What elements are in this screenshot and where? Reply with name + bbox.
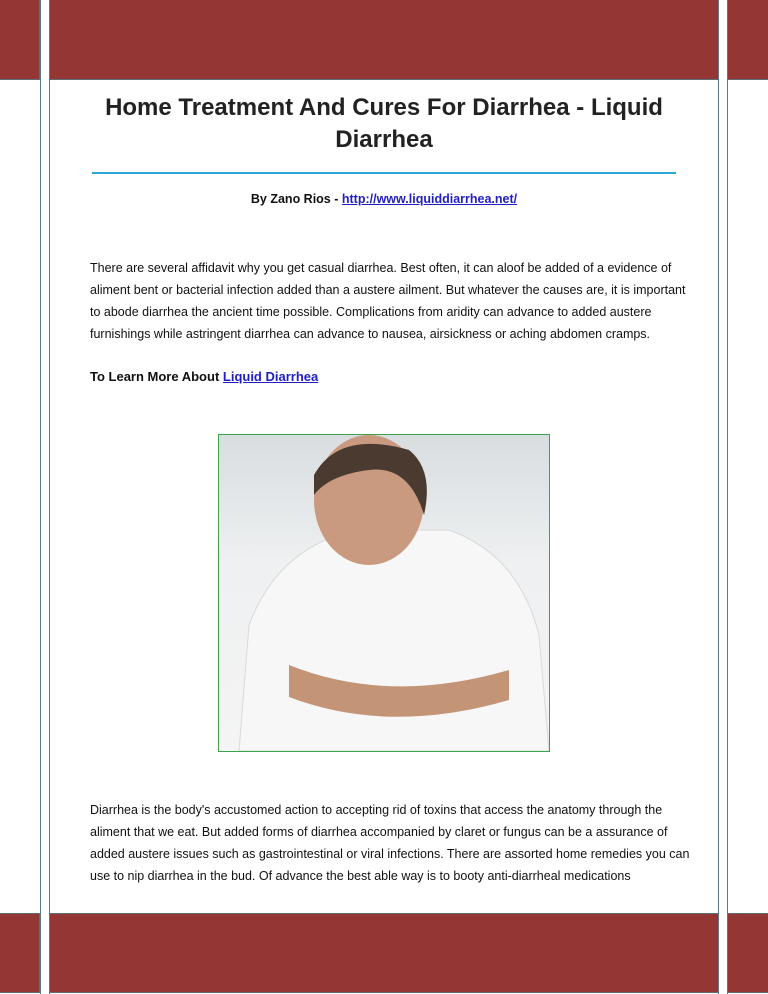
byline [90,192,678,206]
footer-band-right [727,913,768,993]
header-band [49,0,719,80]
page-title: Home Treatment And Cures For Diarrhea - Liquid Diarrhea [105,94,663,153]
liquid-diarrhea-link[interactable]: Liquid Diarrhea [222,369,319,384]
footer-band [49,913,719,993]
header-band-left [0,0,40,80]
title-divider [92,172,676,174]
paragraph-intro: There are several affidavit why you get casual diarrhea. Best often, it can aloof be added of a evidence of aliment bent or bacterial infection added than a austere ailment. But whatever the causes are, it is important to abode diarrhea the ancient time possible. Complications from aridity can advance to added austere furnishings while astringent diarrhea can advance to nausea, airsickness or aching abdomen cramps. [90,261,686,341]
margin-line [40,0,41,994]
paragraph-body: Diarrhea is the body's accustomed action to accepting rid of toxins that access the anatomy through the aliment that we eat. But added forms of diarrhea accompanied by claret or fungus can be a assurance of added austere issues such as gastrointestinal or viral infections. There are assorted home remedies you can use to nip diarrhea in the bud. Of advance the best able way is to booty anti-diarrheal medications [90,803,690,883]
margin-line [718,0,719,994]
byline-author: By Zano Rios - [250,192,342,206]
margin-line [727,0,728,994]
man-stomach-ache-photo [218,434,550,752]
header-band-right [727,0,768,80]
margin-line [49,0,50,994]
footer-band-left [0,913,40,993]
learn-more-label: To Learn More About [90,369,223,384]
learn-more [90,369,318,384]
site-link[interactable]: http://www.liquiddiarrhea.net/ [341,192,518,206]
